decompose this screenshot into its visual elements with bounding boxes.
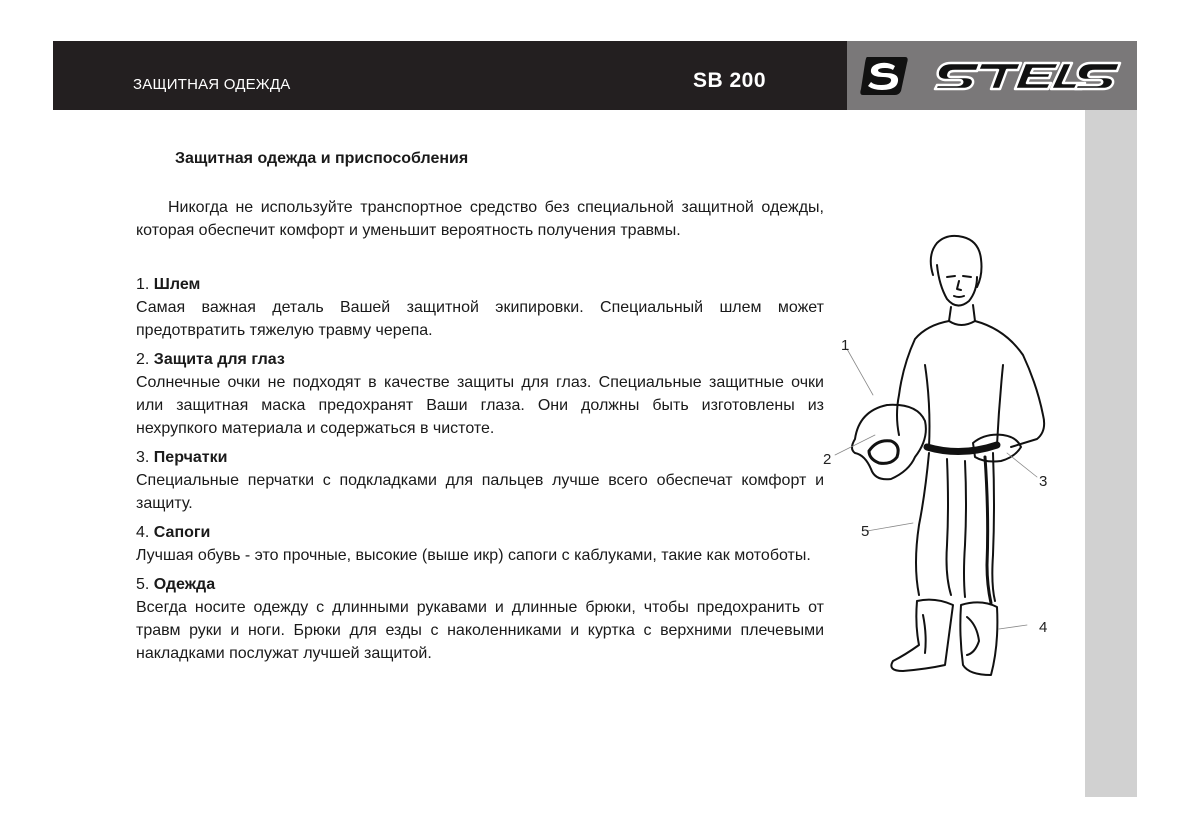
item-body: Специальные перчатки с подкладками для пальцев лучше всего обеспечат комфорт и защиту.	[136, 472, 824, 512]
list-item-eye-protection	[136, 348, 824, 440]
item-number: 3.	[136, 449, 150, 466]
item-title: Перчатки	[153, 449, 228, 466]
item-number: 2.	[136, 351, 150, 368]
section-title: ЗАЩИТНАЯ ОДЕЖДА	[133, 76, 291, 93]
brand-logo	[847, 41, 1137, 110]
rider-figure-icon	[815, 225, 1075, 695]
model-label: SB 200	[693, 69, 767, 92]
intro-text: Никогда не используйте транспортное средство без специальной защитной одежды, которая обеспечит комфорт и уменьшит вероятность получения травмы.	[136, 199, 824, 239]
rider-illustration	[815, 225, 1075, 695]
item-number: 1.	[136, 276, 150, 293]
page-heading: Защитная одежда и приспособления	[175, 150, 469, 167]
item-body: Всегда носите одежду с длинными рукавами и длинные брюки, чтобы предохранить от травм руки и ноги. Брюки для езды с наколенниками и куртка с верхними плечевыми накладками послужат лучшей защитой.	[136, 599, 824, 662]
figure-label-eye-protection: 2	[823, 451, 832, 468]
item-body: Лучшая обувь - это прочные, высокие (выше икр) сапоги с каблуками, такие как мотоботы.	[136, 547, 811, 564]
figure-label-clothing: 5	[861, 523, 870, 540]
figure-label-gloves: 3	[1039, 473, 1048, 490]
logo-wordmark-icon	[925, 59, 1125, 93]
item-body: Самая важная деталь Вашей защитной экипировки. Специальный шлем может предотвратить тяжелую травму черепа.	[136, 299, 824, 339]
list-item-helmet	[136, 273, 824, 342]
item-number: 5.	[136, 576, 150, 593]
list-item-boots	[136, 521, 824, 567]
item-title: Шлем	[153, 276, 201, 293]
item-number: 4.	[136, 524, 150, 541]
item-body: Солнечные очки не подходят в качестве защиты для глаз. Специальные защитные очки или защитная маска предохранят Ваши глаза. Они должны быть изготовлены из нехрупкого материала и содержаться в чистоте.	[136, 374, 824, 437]
figure-label-helmet: 1	[841, 337, 850, 354]
intro-paragraph	[136, 196, 824, 242]
figure-label-boots: 4	[1039, 619, 1048, 636]
item-title: Сапоги	[153, 524, 211, 541]
list-item-gloves	[136, 446, 824, 515]
protective-gear-list	[136, 273, 824, 671]
item-title: Одежда	[153, 576, 216, 593]
header-bar	[53, 41, 847, 110]
logo-s-icon	[859, 53, 909, 97]
item-title: Защита для глаз	[153, 351, 285, 368]
side-tab-bar	[1085, 110, 1137, 797]
list-item-clothing	[136, 573, 824, 665]
